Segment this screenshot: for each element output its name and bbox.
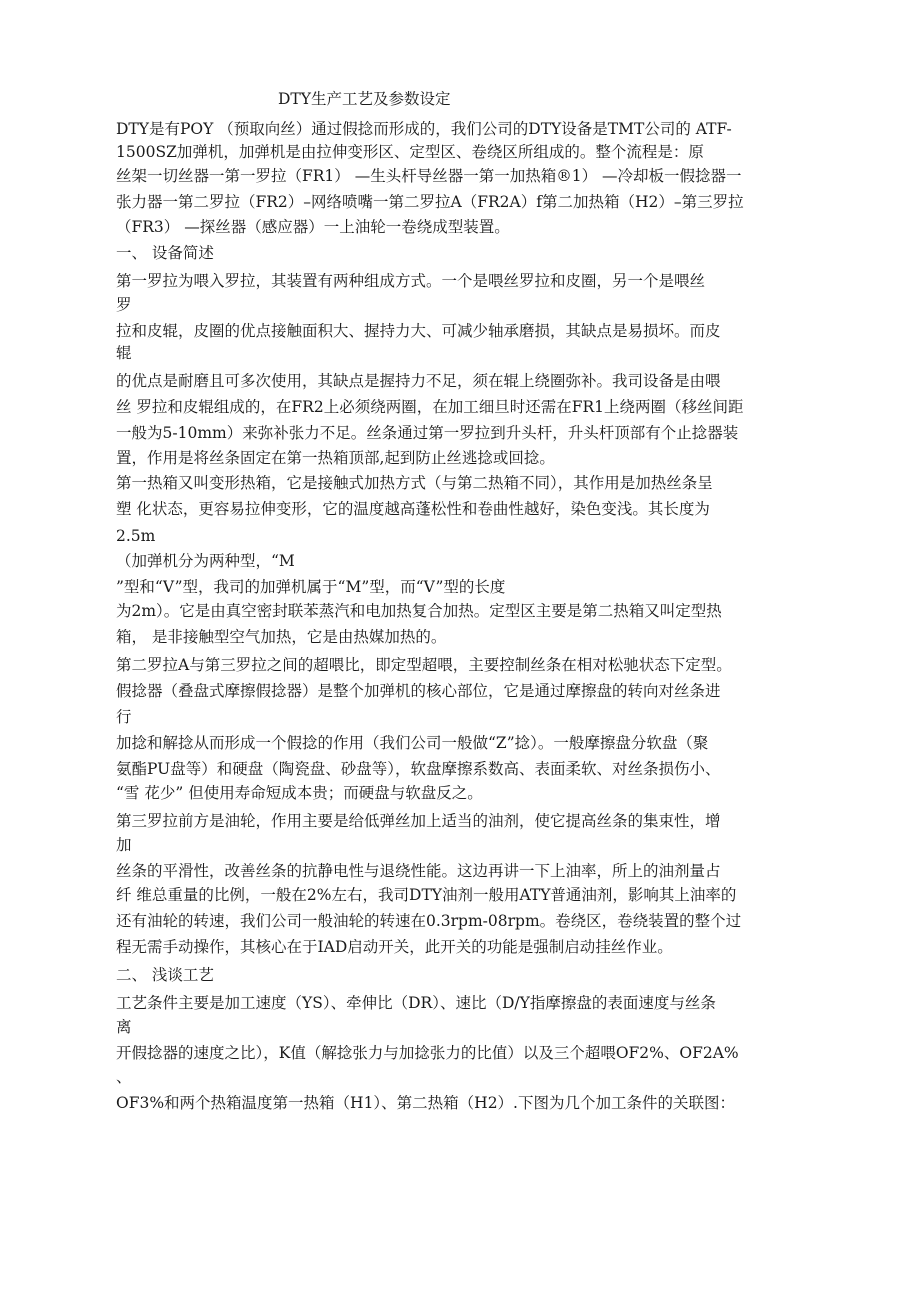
body-line: 二、 浅谈工艺 [116,966,214,984]
body-line: 1500SZ加弹机，加弹机是由拉伸变形区、定型区、卷绕区所组成的。整个流程是：原 [116,143,704,161]
body-line: 箱， 是非接触型空气加热，它是由热媒加热的。 [116,628,447,646]
body-line: 拉和皮辊，皮圈的优点接触面积大、握持力大、可减少轴承磨损，其缺点是易损坏。而皮 [116,322,721,340]
document-title: DTY生产工艺及参数设定 [278,90,451,108]
body-line: 第一罗拉为喂入罗拉，其装置有两种组成方式。一个是喂丝罗拉和皮圈，另一个是喂丝 [116,272,706,290]
body-line: 为2m）。它是由真空密封联苯蒸汽和电加热复合加热。定型区主要是第二热箱又叫定型热 [116,602,722,620]
body-line: ”型和“V”型，我司的加弹机属于“M”型，而“V”型的长度 [116,578,506,596]
body-line: DTY是有POY （预取向丝）通过假捻而形成的，我们公司的DTY设备是TMT公司的 ATF- [116,120,732,138]
body-line: 辊 [116,344,132,362]
body-line: “雪 花少” 但使用寿命短成本贵；而硬盘与软盘反之。 [116,784,483,802]
body-line: 罗 [116,296,132,314]
body-line: 一、 设备简述 [116,244,214,262]
body-line: 程无需手动操作，其核心在于IAD启动开关，此开关的功能是强制启动挂丝作业。 [116,938,673,956]
body-line: 张力器一第二罗拉（FR2）–网络喷嘴一第二罗拉A（FR2A）f第二加热箱（H2）–第三罗拉 [116,193,744,211]
body-line: 的优点是耐磨且可多次使用，其缺点是握持力不足，须在辊上绕圈弥补。我司设备是由喂 [116,372,721,390]
body-line: 塑 化状态，更容易拉伸变形，它的温度越高蓬松性和卷曲性越好，染色变浅。其长度为 [116,500,710,518]
body-line: 加捻和解捻从而形成一个假捻的作用（我们公司一般做“Z”捻）。一般摩擦盘分软盘（聚 [116,734,709,752]
body-line: 还有油轮的转速，我们公司一般油轮的转速在0.3rpm-08rpm。卷绕区，卷绕装置的整个过 [116,912,742,930]
body-line: 工艺条件主要是加工速度（YS）、牵伸比（DR）、速比（D/Y指摩擦盘的表面速度与丝条 [116,994,716,1012]
body-line: 丝架一切丝器一第一罗拉（FR1） —生头杆导丝器一第一加热箱®1） —冷却板一假捻器一 [116,167,742,185]
body-line: 假捻器（叠盘式摩擦假捻器）是整个加弹机的核心部位，它是通过摩擦盘的转向对丝条进 [116,682,721,700]
body-line: （加弹机分为两种型，“M [116,552,295,570]
body-line: 丝 罗拉和皮辊组成的，在FR2上必须绕两圈，在加工细旦时还需在FR1上绕两圈（移丝间距 [116,398,744,416]
body-line: 丝条的平滑性，改善丝条的抗静电性与退绕性能。这边再讲一下上油率，所上的油剂量占 [116,862,721,880]
body-line: 置，作用是将丝条固定在第一热箱顶部,起到防止丝逃捻或回捻。 [116,449,555,467]
body-line: 第一热箱又叫变形热箱，它是接触式加热方式（与第二热箱不同），其作用是加热丝条呈 [116,474,713,492]
body-line: 纤 维总重量的比例，一般在2%左右，我司DTY油剂一般用ATY普通油剂，影响其上油率的 [116,886,737,904]
body-line: 开假捻器的速度之比），K值（解捻张力与加捻张力的比值）以及三个超喂OF2%、OF2A% [116,1044,739,1062]
body-line: 加 [116,836,132,854]
body-line: 离 [116,1018,132,1036]
body-line: 氨酯PU盘等）和硬盘（陶瓷盘、砂盘等），软盘摩擦系数高、表面柔软、对丝条损伤小、 [116,760,721,778]
body-line: OF3%和两个热箱温度第一热箱（H1）、第二热箱（H2）.下图为几个加工条件的关联图： [116,1094,735,1112]
body-line: 行 [116,708,132,726]
body-line: 、 [116,1068,132,1086]
body-line: 2.5m [116,527,156,545]
body-line: （FR3） —探丝器（感应器）一上油轮一卷绕成型装置。 [116,218,510,236]
body-line: 第三罗拉前方是油轮，作用主要是给低弹丝加上适当的油剂，使它提高丝条的集束性，增 [116,812,721,830]
body-line: 第二罗拉A与第三罗拉之间的超喂比，即定型超喂，主要控制丝条在相对松驰状态下定型。 [116,656,732,674]
body-line: 一般为5-10mm）来弥补张力不足。丝条通过第一罗拉到升头杆，升头杆顶部有个止捻器装 [116,424,739,442]
